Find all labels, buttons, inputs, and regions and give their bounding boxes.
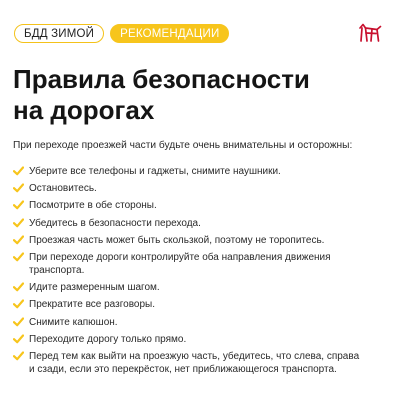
checkmark-icon [13, 282, 24, 292]
safety-tips-list [13, 165, 383, 380]
page-title-line-2: на дорогах [13, 95, 155, 125]
checkmark-icon [13, 166, 24, 176]
checkmark-icon [13, 317, 24, 327]
tip-text: Проезжая часть может быть скользкой, поэтому не торопитесь. [29, 234, 325, 246]
tip-text-line-1: При переходе дороги контролируйте оба направления движения [29, 251, 331, 263]
tip-text: Переходите дорогу только прямо. [29, 333, 187, 345]
checkmark-icon [13, 351, 24, 361]
intro-text: При переходе проезжей части будьте очень внимательны и осторожны: [13, 140, 353, 151]
horse-logo-icon[interactable] [357, 21, 383, 45]
checkmark-icon [13, 183, 24, 193]
tag-row [14, 24, 229, 43]
tag-recommendations[interactable]: РЕКОМЕНДАЦИИ [110, 24, 229, 43]
tip-text: Снимите капюшон. [29, 316, 118, 328]
tip-text: Убедитесь в безопасности перехода. [29, 217, 201, 229]
page-title [13, 64, 373, 126]
list-item [13, 234, 383, 247]
list-item [13, 281, 383, 294]
tip-text: Идите размеренным шагом. [29, 282, 160, 294]
checkmark-icon [13, 200, 24, 210]
list-item [13, 182, 383, 195]
tip-text-line-2: и сзади, если это перекрёсток, нет приближающегося транспорта. [29, 363, 337, 375]
tip-text-line-1: Перед тем как выйти на проезжую часть, убедитесь, что слева, справа [29, 350, 360, 362]
checkmark-icon [13, 299, 24, 309]
tag-winter-road-safety[interactable]: БДД ЗИМОЙ [14, 24, 104, 43]
tip-text: Уберите все телефоны и гаджеты, снимите наушники. [29, 166, 281, 177]
checkmark-icon [13, 235, 24, 245]
list-item [13, 333, 383, 346]
list-item [13, 350, 383, 376]
page-title-line-1: Правила безопасности [13, 64, 310, 94]
checkmark-icon [13, 218, 24, 228]
list-item [13, 217, 383, 230]
list-item [13, 316, 383, 329]
checkmark-icon [13, 334, 24, 344]
list-item [13, 165, 383, 178]
tip-text: Прекратите все разговоры. [29, 299, 155, 311]
tip-text: Посмотрите в обе стороны. [29, 200, 157, 212]
tip-text: Остановитесь. [29, 183, 97, 195]
list-item [13, 251, 383, 277]
list-item [13, 199, 383, 212]
checkmark-icon [13, 252, 24, 262]
list-item [13, 298, 383, 311]
tip-text-line-2: транспорта. [29, 264, 85, 276]
